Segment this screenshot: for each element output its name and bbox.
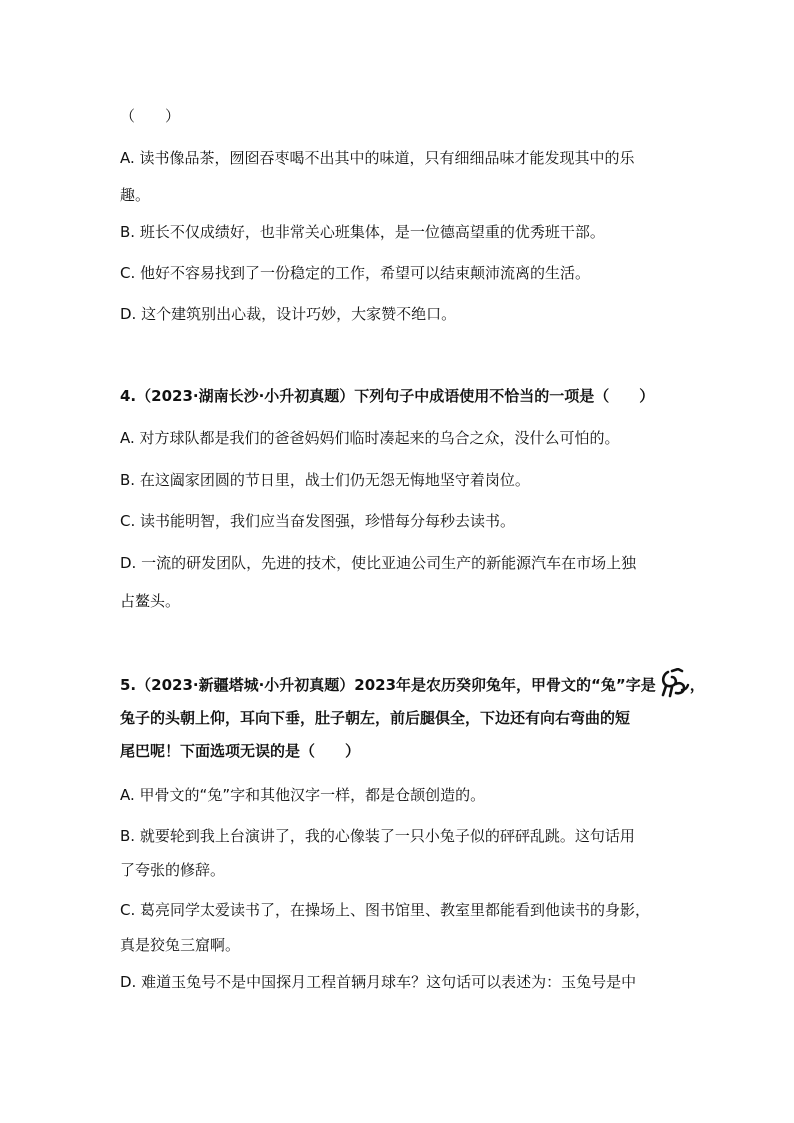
option-text: 班长不仅成绩好，也非常关心班集体，是一位德高望重的优秀班干部。 xyxy=(139,223,605,241)
option-label: D. xyxy=(120,973,137,991)
q5-option-c xyxy=(120,900,650,920)
q3-option-a-cont: 趣。 xyxy=(120,186,151,204)
q5-option-c-cont: 真是狡兔三窟啊。 xyxy=(120,936,241,954)
q5-stem-line3: 尾巴呢！下面选项无误的是（ ） xyxy=(120,742,361,760)
q3-option-d xyxy=(120,304,456,324)
option-label: D. xyxy=(120,554,137,572)
q4-option-c xyxy=(120,511,515,531)
option-text: 他好不容易找到了一份稳定的工作，希望可以结束颠沛流离的生活。 xyxy=(140,264,591,282)
q3-option-c xyxy=(120,263,590,283)
q5-option-d xyxy=(120,972,636,992)
q5-stem-line2: 兔子的头朝上仰，耳向下垂，肚子朝左，前后腿俱全，下边还有向右弯曲的短 xyxy=(120,709,631,727)
option-label: C. xyxy=(120,901,136,919)
option-label: C. xyxy=(120,264,136,282)
option-text: 读书能明智，我们应当奋发图强，珍惜每分每秒去读书。 xyxy=(140,512,516,530)
q5-stem-line1 xyxy=(120,668,705,698)
q4-stem: 4.（2023·湖南长沙·小升初真题）下列句子中成语使用不恰当的一项是（ ） xyxy=(120,387,655,405)
q5-option-b-cont: 了夸张的修辞。 xyxy=(120,861,226,879)
option-text: 葛亮同学太爱读书了，在操场上、图书馆里、教室里都能看到他读书的身影， xyxy=(140,901,651,919)
q4-option-d-cont: 占鳌头。 xyxy=(120,592,181,610)
option-text: 难道玉兔号不是中国探月工程首辆月球车？这句话可以表述为：玉兔号是中 xyxy=(141,973,637,991)
option-text: 甲骨文的“兔”字和其他汉字一样，都是仓颉创造的。 xyxy=(139,786,486,804)
option-label: D. xyxy=(120,305,137,323)
option-label: A. xyxy=(120,786,135,804)
option-text: 在这阖家团圆的节日里，战士们仍无怨无悔地坚守着岗位。 xyxy=(139,471,530,489)
q5-option-a xyxy=(120,785,485,805)
q5-stem-text: 5.（2023·新疆塔城·小升初真题）2023年是农历癸卯兔年，甲骨文的“兔”字是 xyxy=(120,676,656,694)
q5-option-b xyxy=(120,826,635,846)
q3-option-b xyxy=(120,222,605,242)
q4-option-d xyxy=(120,553,636,573)
option-label: B. xyxy=(120,223,136,241)
q3-answer-paren: （ ） xyxy=(120,107,181,125)
q4-option-b xyxy=(120,470,530,490)
q4-option-a xyxy=(120,428,620,448)
oracle-bone-rabbit-glyph-icon xyxy=(658,668,690,698)
option-label: A. xyxy=(120,149,135,167)
option-text: 对方球队都是我们的爸爸妈妈们临时凑起来的乌合之众，没什么可怕的。 xyxy=(139,429,620,447)
q5-stem-comma: ， xyxy=(689,676,705,694)
option-label: B. xyxy=(120,827,136,845)
option-text: 一流的研发团队，先进的技术，使比亚迪公司生产的新能源汽车在市场上独 xyxy=(141,554,637,572)
q3-option-a xyxy=(120,148,635,168)
option-text: 这个建筑别出心裁，设计巧妙，大家赞不绝口。 xyxy=(141,305,457,323)
option-label: A. xyxy=(120,429,135,447)
option-text: 就要轮到我上台演讲了，我的心像装了一只小兔子似的砰砰乱跳。这句话用 xyxy=(139,827,635,845)
option-label: C. xyxy=(120,512,136,530)
option-label: B. xyxy=(120,471,136,489)
option-text: 读书像品茶，囫囵吞枣喝不出其中的味道，只有细细品味才能发现其中的乐 xyxy=(139,149,635,167)
